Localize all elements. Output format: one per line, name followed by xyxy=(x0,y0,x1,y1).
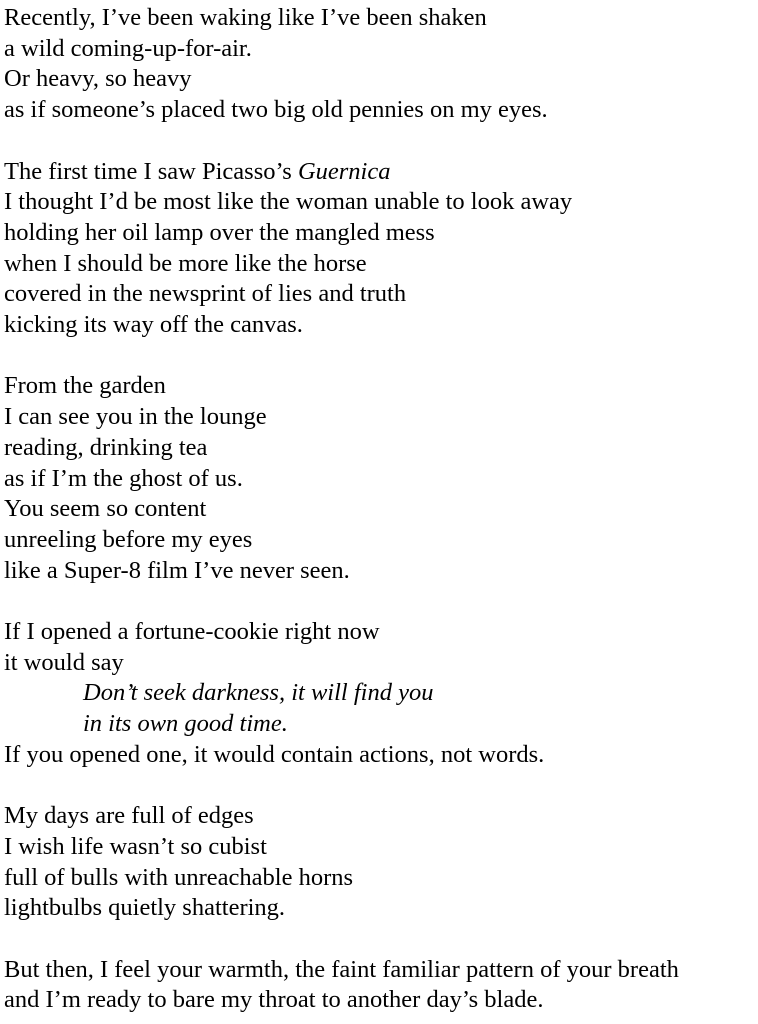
stanza-3 xyxy=(4,371,756,586)
poem-line: You seem so content xyxy=(4,495,207,523)
artwork-title: Guernica xyxy=(297,157,391,185)
poem-line: I thought I’d be most like the woman unable to look away xyxy=(4,188,573,216)
poem-line: unreeling before my eyes xyxy=(4,525,253,553)
poem-line: full of bulls with unreachable horns xyxy=(4,863,354,891)
poem-line xyxy=(4,157,756,188)
poem-line: lightbulbs quietly shattering. xyxy=(4,894,286,922)
poem-line: and I’m ready to bare my throat to another day’s blade. xyxy=(4,986,544,1014)
poem-line: From the garden xyxy=(4,372,166,400)
poem-line: But then, I feel your warmth, the faint familiar pattern of your breath xyxy=(4,955,679,983)
poem-line: holding her oil lamp over the mangled mess xyxy=(4,218,435,246)
poem-line: I can see you in the lounge xyxy=(4,403,267,431)
poem-line: Recently, I’ve been waking like I’ve been shaken xyxy=(4,4,487,31)
poem-line: I wish life wasn’t so cubist xyxy=(4,832,267,860)
poem-line: kicking its way off the canvas. xyxy=(4,311,303,339)
poem-line: Or heavy, so heavy xyxy=(4,65,192,93)
poem-line: If I opened a fortune-cookie right now xyxy=(4,618,380,646)
fortune-line: Don’t seek darkness, it will find you xyxy=(83,679,434,707)
poem-line: If you opened one, it would contain actions, not words. xyxy=(4,740,545,768)
stanza-1 xyxy=(4,3,756,126)
fortune-line: in its own good time. xyxy=(83,710,288,738)
poem-line: My days are full of edges xyxy=(4,802,254,830)
poem-line: as if I’m the ghost of us. xyxy=(4,464,243,492)
poem-line: when I should be more like the horse xyxy=(4,249,367,277)
poem xyxy=(4,3,756,1016)
poem-line: a wild coming-up-for-air. xyxy=(4,34,252,62)
poem-line-text: The first time I saw Picasso’s xyxy=(4,157,298,185)
poem-line: reading, drinking tea xyxy=(4,433,208,461)
stanza-6 xyxy=(4,955,756,1016)
poem-line: as if someone’s placed two big old pennies on my eyes. xyxy=(4,96,548,124)
stanza-2 xyxy=(4,157,756,341)
poem-line: it would say xyxy=(4,648,124,676)
stanza-4 xyxy=(4,617,756,771)
poem-line: covered in the newsprint of lies and truth xyxy=(4,280,407,308)
poem-line: like a Super-8 film I’ve never seen. xyxy=(4,556,350,584)
stanza-5 xyxy=(4,801,756,924)
